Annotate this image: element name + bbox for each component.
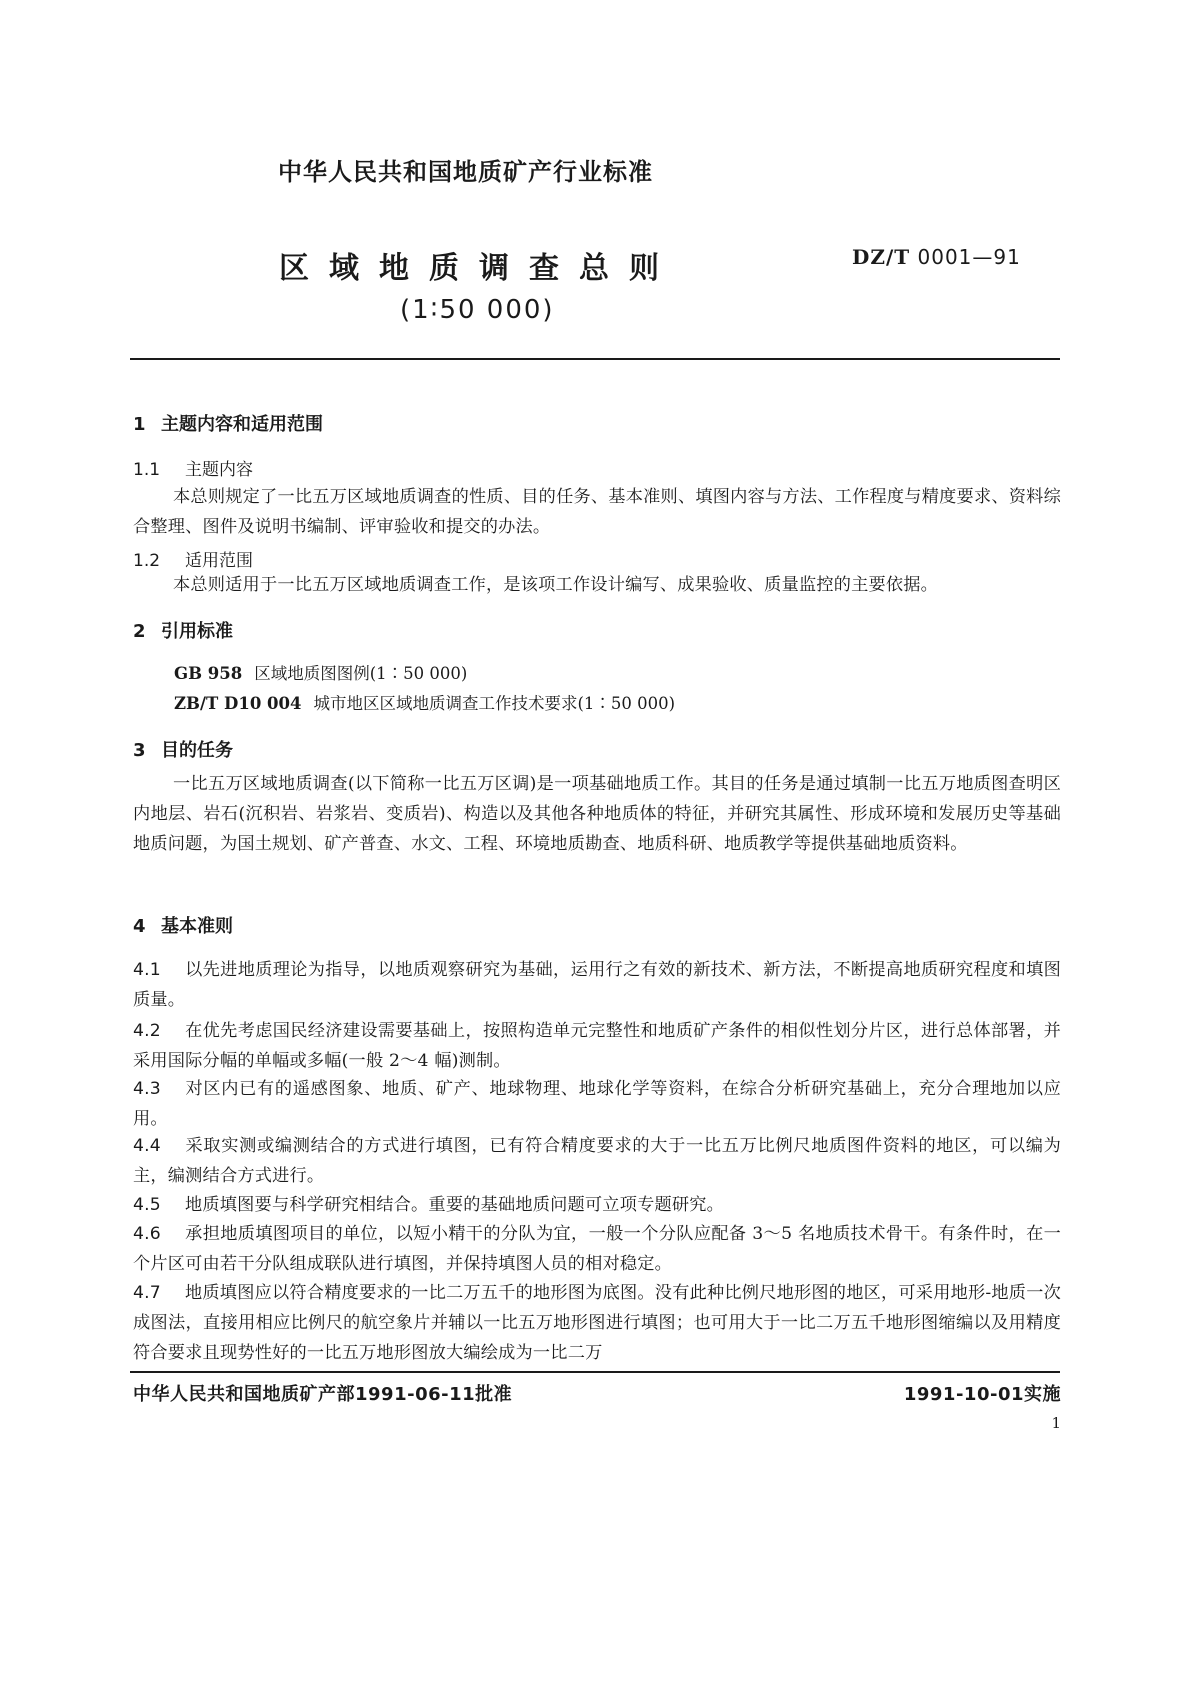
approval-line: 中华人民共和国地质矿产部1991-06-11批准 (133, 1384, 513, 1405)
document-scale: (1∶50 000) (400, 295, 555, 325)
header-rule (130, 358, 1060, 360)
section-1-1-text: 本总则规定了一比五万区域地质调查的性质、目的任务、基本准则、填图内容与方法、工作程度与精度要求、资料综合整理、图件及说明书编制、评审验收和提交的办法。 (133, 487, 1061, 537)
standard-category: 中华人民共和国地质矿产行业标准 (278, 158, 653, 186)
document-code (852, 245, 1021, 269)
section-3-heading: 3 目的任务 (133, 740, 233, 761)
clause-4-4: 4.4 采取实测或编测结合的方式进行填图，已有符合精度要求的大于一比五万比例尺地质图件资料的地区，可以编为主，编测结合方式进行。 (133, 1136, 1061, 1186)
section-1-heading: 1 主题内容和适用范围 (133, 414, 323, 435)
section-3-text: 一比五万区域地质调查(以下简称一比五万区调)是一项基础地质工作。其目的任务是通过填制一比五万地质图查明区内地层、岩石(沉积岩、岩浆岩、变质岩)、构造以及其他各种地质体的特征，并研究其属性、形成环境和发展历史等基础地质问题，为国土规划、矿产普查、水文、工程、环境地质勘查、地质科研、地质教学等提供基础地质资料。 (133, 774, 1061, 854)
clause-4-6: 4.6 承担地质填图项目的单位，以短小精干的分队为宜，一般一个分队应配备 3～5 名地质技术骨干。有条件时，在一个片区可由若干分队组成联队进行填图，并保持填图人员的相对稳定。 (133, 1224, 1061, 1274)
document-title: 区域地质调查总则 (279, 251, 679, 286)
effective-date: 1991-10-01实施 (903, 1384, 1061, 1405)
clause-4-7: 4.7 地质填图应以符合精度要求的一比二万五千的地形图为底图。没有此种比例尺地形图的地区，可采用地形-地质一次成图法，直接用相应比例尺的航空象片并辅以一比五万地形图进行填图；也可用大于一比二万五千地形图缩编以及用精度符合要求且现势性好的一比五万地形图放大编绘成为一比二万 (133, 1283, 1061, 1363)
clause-4-1: 4.1 以先进地质理论为指导，以地质观察研究为基础，运用行之有效的新技术、新方法，不断提高地质研究程度和填图质量。 (133, 960, 1061, 1010)
section-4-heading: 4 基本准则 (133, 916, 233, 937)
section-2-heading: 2 引用标准 (133, 621, 233, 642)
clause-4-5: 4.5 地质填图要与科学研究相结合。重要的基础地质问题可立项专题研究。 (133, 1195, 725, 1215)
document-code-number: 0001—91 (917, 245, 1021, 269)
reference-item: ZB/T D10 004 城市地区区域地质调查工作技术要求(1∶50 000) (174, 694, 676, 713)
clause-4-2: 4.2 在优先考虑国民经济建设需要基础上，按照构造单元完整性和地质矿产条件的相似性划分片区，进行总体部署，并采用国际分幅的单幅或多幅(一般 2～4 幅)测制。 (133, 1021, 1061, 1071)
section-1-2-heading: 1.2 适用范围 (133, 551, 253, 571)
reference-item: GB 958 区域地质图图例(1∶50 000) (174, 664, 468, 683)
footer-rule (130, 1371, 1060, 1373)
document-code-prefix: DZ/T (852, 245, 911, 269)
section-1-1-heading: 1.1 主题内容 (133, 460, 253, 480)
section-1-2-text: 本总则适用于一比五万区域地质调查工作，是该项工作设计编写、成果验收、质量监控的主要依据。 (173, 575, 939, 595)
clause-4-3: 4.3 对区内已有的遥感图象、地质、矿产、地球物理、地球化学等资料，在综合分析研究基础上，充分合理地加以应用。 (133, 1079, 1061, 1129)
page-number: 1 (1051, 1414, 1061, 1432)
